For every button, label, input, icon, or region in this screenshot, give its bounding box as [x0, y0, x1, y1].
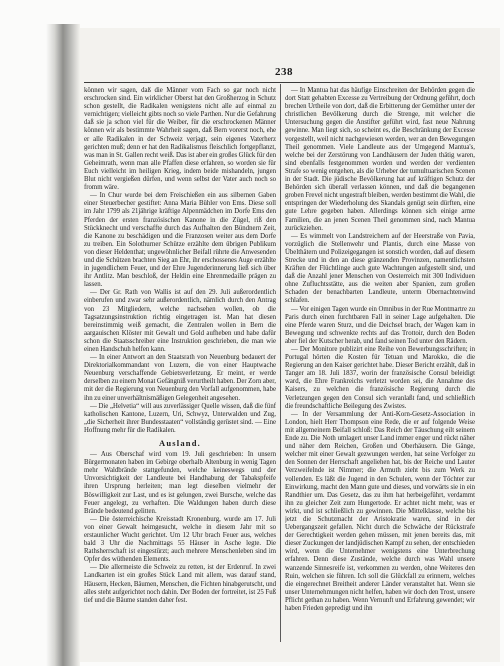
- left-column: [84, 87, 276, 643]
- article-paragraph: — In Chur wurde bei dem Freischießen ein aus silbernen Gaben einer Steuerbecher gestiftet: Anna Maria Bühler von Ems. Diese soll im Jahr 1799 als 21jährige kräftige Alpenmädchen im Dorfe Ems den Pferden der ersten französischen Kanone in die Zügel, riß den Stückknecht und verschaffte durch das Aufhalten den Bündnern Zeit, die Kanone zu beschädigen und die Franzosen weiter aus dem Dorfe zu treiben. Ein Solothurner Schütze erzählte dem übrigen Publikum von dieser Heldenthat; ungewöhnlicher Beifall rührte die Anwesenden und die Schützen brachten Sieg an Ehr, ihr erschossenes Auge erzählte in jugendlichem Feuer, und der Ehre Jugenderinnerung ließ sich über ihr Antlitz. Man beschloß, der Heldin eine Ehrenmedaille prägen zu lassen.: [84, 192, 276, 289]
- page-number: 238: [275, 66, 293, 78]
- section-heading-ausland: Ausland.: [159, 438, 201, 449]
- article-paragraph: — In Mantua hat das häufige Einschreiten der Behörden gegen die dort Statt gehabten Excesse zu Vertreibung der Ordnung geführt, doch brechen Urtheile von dort, daß die Erbitterung der Gemüther unter der christlichen Bevölkerung durch die Strenge, mit welcher die Untersuchung gegen die Anstifter geführt wird, fast neue Nahrung gewinne. Man liegt sich, so scheint es, die Beschränkung der Excesse vorgestellt, weil nicht nachgewiesen werden, wer an den Bewegungen Theil genommen. Viele Landleute aus der Umgegend Mantua's, welche bei der Zerstörung von Landhäusern der Juden thätig waren, sind ebenfalls festgenommen worden und werden der verdienten Strafe so wenig entgehen, als die Urheber der tumultuarischen Scenen in der Stadt. Die jüdische Bevölkerung hat auf kräftigen Schutz der Behörden sich überall verlassen können, und daß die begangenen groben Frevel nicht ungestraft bleiben, werden bestimmt die Wahl, die entspringen der Wiederholung des Skandals genügt sein dürften, eine gute Lehre gegeben haben. Allerdings können sich einige arme Familien, die an jenen Scenen Theil genommen sind, nach Mantua zurückziehen.: [285, 87, 475, 232]
- article-paragraph: — Die „Helvetia“ will aus zuverlässiger Quelle wissen, daß die fünf katholischen Kantone, Luzern, Uri, Schwyz, Unterwalden und Zug, „die Sicherheit ihrer Bundesstaaten“ vollständig gerüstet sind. — Eine Hoffnung mehr für die Radikalen.: [84, 402, 276, 434]
- article-paragraph: — In einer Antwort an den Staatsrath von Neuenburg bedauert der Direktorialkommandant von Luzern, die von einer Hauptwache Neuenburg verschaffende Gebietsverletzung. Er meint, er werde derselben zu einem Monat Gefängniß verurtheilt haben. Der Zorn aber, mit der die Regierung von Neuenburg den Vorfall aufgenommen, habe ihn zu einer unverhältnismäßigen Gelegenheit angesehen.: [84, 354, 276, 402]
- binding-shadow: [46, 24, 80, 666]
- right-column: [285, 87, 475, 643]
- column-divider: [280, 84, 281, 642]
- article-paragraph: — Vor einigen Tagen wurde ein Omnibus in der Rue Montmartre zu Paris durch einen furchtbaren Fall in seiner Lage aufgehalten. Die eine Pferde waren Sturz, und die Deichsel brach, der Wagen kam in Bewegung und schwenkte rechts auf das Trottoir, durch den Boden aber fiel der Kutscher herab, und fand seinen Tod unter den Rädern.: [285, 305, 475, 345]
- article-paragraph: — Aus Oberschaf wird vom 19. Juli geschrieben: In unsern Bürgermonaten haben im Gebirge oberhalb Altenburg in wenig Tagen mehr Waldbrände stattgefunden, welche keineswegs und der Unvorsichtigkeit der Landleute bei Handhabung der Tabakspfeife ihren Ursprung herleiten; man legt dieselben vielmehr der Böswilligkeit zur Last, und es ist gelungen, zwei Bursche, welche das Feuer angelegt, zu verhaften. Die Waldungen haben durch diese Brände bedeutend gelitten.: [84, 451, 276, 515]
- article-paragraph: — Der Gr. Rath von Wallis ist auf den 29. Juli außerordentlich einberufen und zwar sehr außerordentlich, nämlich durch den Antrag von 23 Mitgliedern, welche nachsehen wollen, ob die Tagsatzungsinstruktion richtig eingetragen ist. Man hat diesen bereinstimmig weiß gemacht, die Zentralen wollen in Bern die aargauischen Klöster mit Gewalt und Gold aufheben und habe dafür schon die Staatsschreiber eine Instruktion geschrieben, die man wie einen Handschuh helfen kann.: [84, 289, 276, 353]
- article-paragraph: — Die allermeiste die Schweiz zu retten, ist der Erdenruf. In zwei Landkarten ist ein großes Stück Land mit allem, was darauf stand, Häusern, Hecken, Bäumen, Menschen, die Fichten hinabgerutscht, und alles steht aufgerichtet noch dahin. Der Boden der fortreitet, ist 25 Fuß tief und die Bäume standen daher fest.: [84, 564, 276, 604]
- article-paragraph: — Es wimmelt von Landstreichern auf der Heerstraße von Pavia, vorzüglich die Stellenwehr und Plantis, durch eine Masse von Übelthätern und Polizeigegangen ist sonstich worden, daß auf diesem Strecke und in den an diese gränzenden Provinzen, namentlichsten Kräften der Flüchtlinge auch gute Wachtungen aufgestellt sind, und daß die Anzahl jener Menschen von Oesterreich mit 300 Individuen ohne Zufluchtsstätte, aus die weiten aber Spanien, zum großen Schaden der benachbarten Landleute, unterm Obernachtenwind schlafen.: [285, 232, 475, 305]
- header-rule: [84, 82, 474, 83]
- article-paragraph: — Der Monitore publizirt eine Reihe von Bewerbungsschriften; in Portugal hörten die Kosten für Tetuan und Marokko, die die Regierung an den Kaiser gerichtet habe. Dieser Bericht erzählt, daß in Tanger am 18. Juli 1837, worin der französische Consul beleidigt ward, die Ehre Frankreichs verletzt worden sei, die Annahme des Kaisers, zu welchen die französische Regierung durch die Verletzungen gegen den Consul sich veranlaßt fand, und schließlich die freundschaftliche Beilegung des Zwistes.: [285, 346, 475, 410]
- article-paragraph: — Die österreichische Kreisstadt Kronenburg, wurde am 17. Juli von einer Gewalt heimgesucht, welche in diesem Jahr mit so erstaunlicher Wucht gerichtet. Um 12 Uhr brach Feuer aus, welches bald 3 Uhr die Nachmittags 55 Häuser in Asche legte. Die Rathsherrschaft ist eingestürzt; auch mehrere Menschenleben sind im Opfer des wüthenden Elements.: [84, 515, 276, 564]
- article-paragraph: — In der Versammlung der Anti-Korn-Gesetz-Association in London, hielt Herr Thompson eine Rede, die er auf folgende Weise mit allgemeinem Beifall schloß: Das Reich der Täuschung eilt seinem Ende zu. Die Noth umlagert unser Land immer enger und rückt näher und näher dem Reichen, Großen und Oberhäusern. Die Gänge, welcher mit einer Gewalt gezwungen werden, hat seine Verfolger zu den Sonnen der Herrschaft angeliehen hat, bis der Reiche und Lauter Verzweifelnde ist Nimmer; die Armuth zieht bis zum Werk zu vollenden. Es läßt die Jugend in den Schulen, wenn der Töchter zur Einwirkung, macht den Mann gute und dieses, und vorwärts sie in ein Randthier um. Das Gesetz, das zu ihm hat herbeigeführt, verdammt ihn zu gleicher Zeit zum Hungertode. Er achtet nicht mehr, was er wirkt, und ist schließlich zu gewinnen. Die Mittelklasse, welche bis jetzt die Schutzmacht der Aristokratie waren, sind in der Uebergangszeit gefallen. Nicht durch die Schwäche der Rückstrafe der Gerechtigkeit werden gehen müssen, mit jenen bereits das, mit dieser Zuckungen der landjüdischen Kampf zu sehen, der entschieden wird, wenn die Unternehmer wenigstens eine Unterbrechung erfahren. Denn diese Zustände, welche durch was Wahl unsere wanzende Sinnesreife ist, verkommen zu werden, ohne Weiteres den Ruin, welchen sie führen. Ich soll die Glückfall zu erinnern, welches die eingerechnet Breitheit anderer Länder veranstaltet hat. Wenn sie unser Unternehmungen nicht helfen, haben wir doch den Trost, unsere Pflicht gethan zu haben. Wenn Vernunft und Erfahrung gewendet; wir haben Frieden gepredigt und ihn: [285, 410, 475, 612]
- article-paragraph: können wir sagen, daß die Männer vom Fach so gar noch nicht erschrocken sind. Ein wirklicher Oberst hat den Großherzog in Schutz schon gestellt, die Radikalen wenigstens nicht alle auf einmal zu vernichtigen; vielleicht gibts noch so viele Parthen. Nur die Gefahrung daß sie ja schon viel für die Weiber, für die erschrockenen Männer können wir als bestimmte Wahrheit sagen, daß Bern vorerst noch, ehe er alle Radikalen in der Schweiz verjagt, sein eigenes Vaterherz gerichten muß; denn er hat den Radikalismus fleischlich fortgepflanzt, was man in St. Gallen recht weiß. Das ist aber ein großes Glück für den Geheimrath, wenn man alle Pfaffen diese erfahren, so worden sie für Euch vielleicht im heiligen Krieg, indem beide mishandeln, jungen Blut nicht vergießen dürfen, und wenn selbst der Vater auch noch so fromm wäre.: [84, 87, 276, 192]
